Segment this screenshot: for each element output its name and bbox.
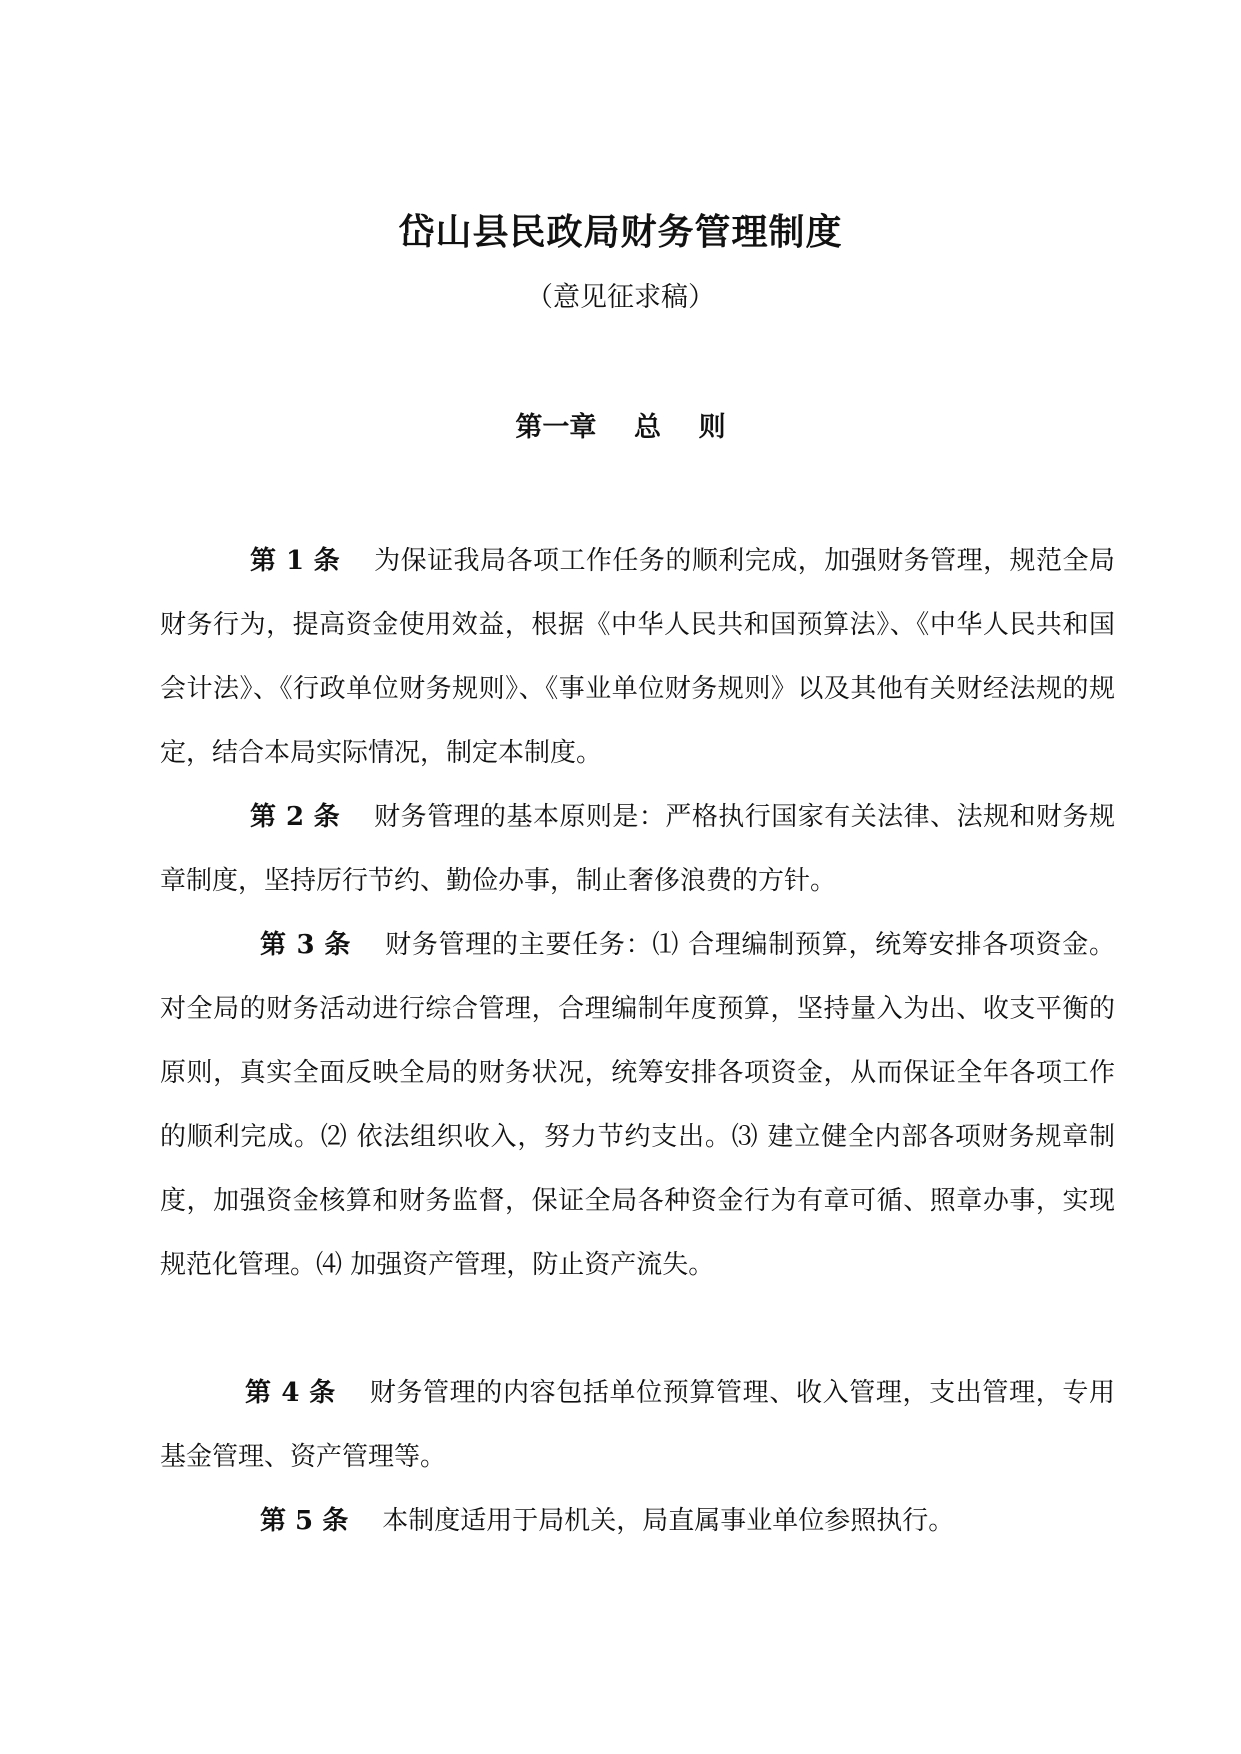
article-number: 第 5 条 (260, 1506, 349, 1536)
document-title: 岱山县民政局财务管理制度 (398, 211, 843, 253)
article-3 (160, 913, 1115, 1297)
article-4 (160, 1361, 1115, 1489)
article-5 (160, 1489, 1115, 1553)
document-subtitle: （意见征求稿） (526, 282, 715, 313)
article-number: 第 1 条 (250, 546, 341, 576)
article-number: 第 3 条 (260, 930, 352, 960)
article-text: 为保证我局各项工作任务的顺利完成，加强财务管理，规范全局财务行为，提高资金使用效益，根据《中华人民共和国预算法》、《中华人民共和国会计法》、《行政单位财务规则》、《事业单位财务规则》以及其他有关财经法规的规定，结合本局实际情况，制定本制度。 (160, 546, 1115, 768)
article-text: 财务管理的内容包括单位预算管理、收入管理，支出管理，专用基金管理、资产管理等。 (160, 1378, 1115, 1472)
article-text: 财务管理的基本原则是：严格执行国家有关法律、法规和财务规章制度，坚持厉行节约、勤俭办事，制止奢侈浪费的方针。 (160, 802, 1115, 896)
article-text: 本制度适用于局机关，局直属事业单位参照执行。 (382, 1506, 955, 1536)
chapter-heading: 第一章 总 则 (515, 412, 726, 443)
article-1 (160, 529, 1115, 785)
article-number: 第 4 条 (245, 1378, 336, 1408)
article-number: 第 2 条 (250, 802, 341, 832)
article-2 (160, 785, 1115, 913)
article-text: 财务管理的主要任务：⑴ 合理编制预算，统筹安排各项资金。对全局的财务活动进行综合管理，合理编制年度预算，坚持量入为出、收支平衡的原则，真实全面反映全局的财务状况，统筹安排各项资金，从而保证全年各项工作的顺利完成。⑵ 依法组织收入，努力节约支出。⑶ 建立健全内部各项财务规章制度，加强资金核算和财务监督，保证全局各种资金行为有章可循、照章办事，实现规范化管理。⑷ 加强资产管理，防止资产流失。 (160, 930, 1115, 1280)
